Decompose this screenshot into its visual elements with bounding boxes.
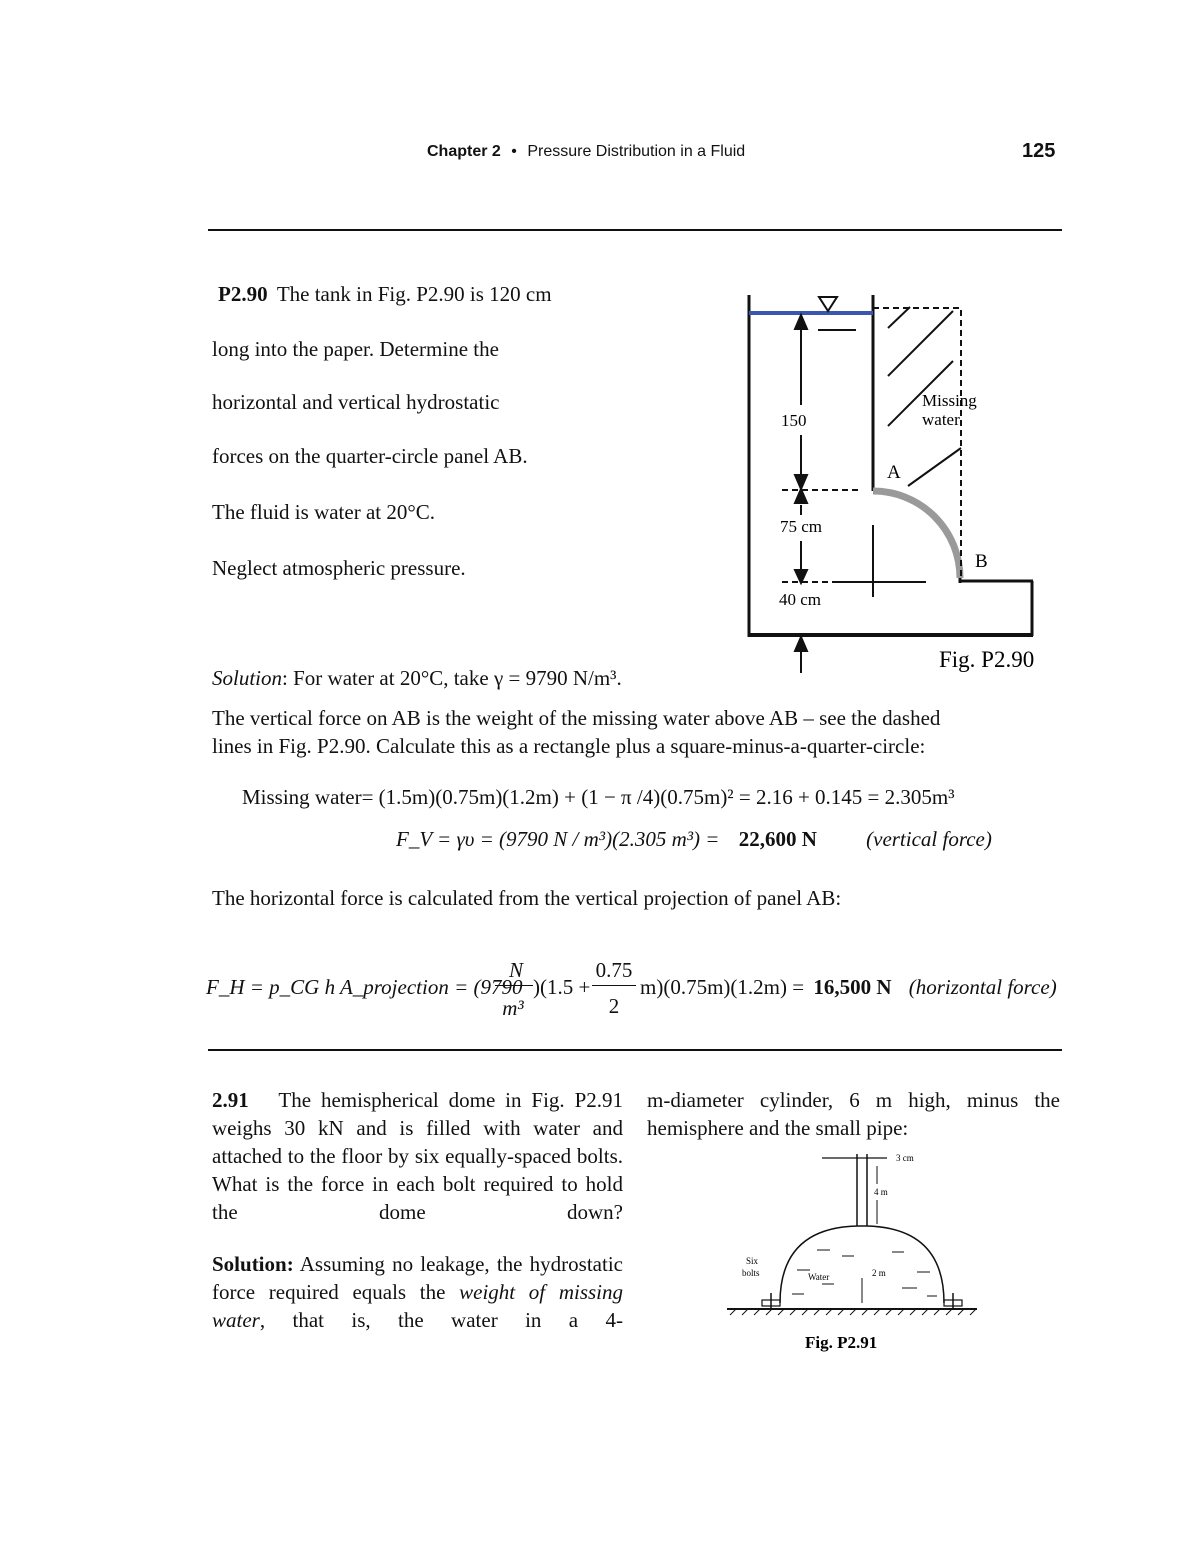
solution-label: Solution	[212, 666, 283, 690]
eq-fh-lhs-text: F_H = p_CG h A_projection = (9790	[206, 975, 523, 999]
label-six: Six	[746, 1256, 759, 1266]
vertical-text-1: The vertical force on AB is the weight of the missing water above AB – see the dashed	[212, 706, 941, 730]
label-4m: 4 m	[874, 1187, 888, 1197]
eq-fh-value: 16,500 N	[813, 975, 892, 999]
p290-solution-line	[212, 668, 622, 689]
figure-p291	[722, 1148, 992, 1358]
eq-fh-mid: )(1.5 +	[533, 975, 591, 999]
p291-statement-text: The hemispherical dome in Fig. P2.91 weighs 30 kN and is filled with water and attached to the floor by six equally-spaced bolts. What is the force in each bolt required to hold the dome down?	[212, 1088, 623, 1224]
frac2-den: 2	[608, 994, 620, 1018]
frac1-bar	[495, 985, 533, 986]
middle-rule	[208, 1049, 1062, 1051]
eq-fv-value: 22,600 N	[738, 827, 817, 851]
frac1-num: N	[508, 958, 523, 982]
p291-statement	[212, 1086, 623, 1226]
eq-fh-tail	[640, 975, 1057, 1000]
dimension-lines	[795, 315, 807, 673]
section-title: Pressure Distribution in a Fluid	[527, 143, 746, 160]
horizontal-text: The horizontal force is calculated from the vertical projection of panel AB:	[212, 886, 842, 910]
running-header	[427, 143, 745, 161]
eq-fh-lhs	[206, 975, 523, 1000]
p290-line-1	[218, 284, 552, 305]
top-rule	[208, 229, 1062, 231]
missing-label: Missing	[922, 391, 977, 410]
p291-solution-em: weight of missing water	[212, 1280, 623, 1332]
header-bullet: •	[511, 143, 517, 160]
eq-fh-note: (horizontal force)	[908, 975, 1057, 999]
fig-p291-caption: Fig. P2.91	[805, 1333, 878, 1352]
water-label: water	[922, 410, 960, 429]
dim-40-label: 40 cm	[779, 590, 822, 609]
free-surface-symbol	[819, 297, 837, 311]
p291-solution	[212, 1250, 623, 1334]
fig-p290-caption: Fig. P2.90	[939, 647, 1035, 672]
label-3cm: 3 cm	[896, 1153, 914, 1163]
vertical-text-2: lines in Fig. P2.90. Calculate this as a rectangle plus a square-minus-a-quarter-circle:	[212, 734, 926, 758]
p290-statement-4: forces on the quarter-circle panel AB.	[212, 444, 528, 468]
page-number: 125	[1022, 140, 1056, 162]
p290-statement-3: horizontal and vertical hydrostatic	[212, 390, 500, 414]
eq-missing-water: Missing water= (1.5m)(0.75m)(1.2m) + (1 − π /4)(0.75m)² = 2.16 + 0.145 = 2.305m³	[242, 785, 955, 809]
dim-75-label: 75 cm	[780, 517, 823, 536]
eq-fh-rest: m)(0.75m)(1.2m) =	[640, 975, 805, 999]
p290-label: P2.90	[218, 282, 268, 306]
p290-statement-6: Neglect atmospheric pressure.	[212, 556, 466, 580]
point-b-label: B	[975, 551, 988, 572]
frac1-den: m³	[502, 996, 524, 1020]
label-water: Water	[808, 1272, 830, 1282]
panel-ab	[873, 491, 960, 578]
label-2m: 2 m	[872, 1268, 886, 1278]
dim-150-label: 150	[781, 411, 807, 430]
eq-fv	[396, 827, 992, 852]
p290-statement-5: The fluid is water at 20°C.	[212, 500, 436, 524]
figure-p290	[720, 285, 1070, 685]
p291-solution-text-b: , that is, the water in a 4-	[259, 1308, 623, 1332]
eq-fv-note: (vertical force)	[866, 827, 992, 851]
chapter-label: Chapter 2	[427, 143, 501, 160]
p291-solution-text-a: Assuming no leakage, the hydrostatic force required equals the	[212, 1252, 623, 1304]
p291-col2-text: m-diameter cylinder, 6 m high, minus the hemisphere and the small pipe:	[647, 1088, 1060, 1140]
p290-statement-2: long into the paper. Determine the	[212, 337, 499, 361]
point-a-label: A	[887, 462, 901, 483]
frac2-bar	[592, 985, 636, 986]
eq-fv-left: F_V = γυ = (9790 N / m³)(2.305 m³) =	[396, 827, 720, 851]
label-bolts: bolts	[742, 1268, 760, 1278]
p291-label: 2.91	[212, 1088, 249, 1112]
p290-statement-1: The tank in Fig. P2.90 is 120 cm	[276, 282, 552, 306]
frac2-num: 0.75	[595, 958, 633, 982]
solution-intro: : For water at 20°C, take γ = 9790 N/m³.	[282, 666, 622, 690]
p291-solution-label: Solution:	[212, 1252, 294, 1276]
